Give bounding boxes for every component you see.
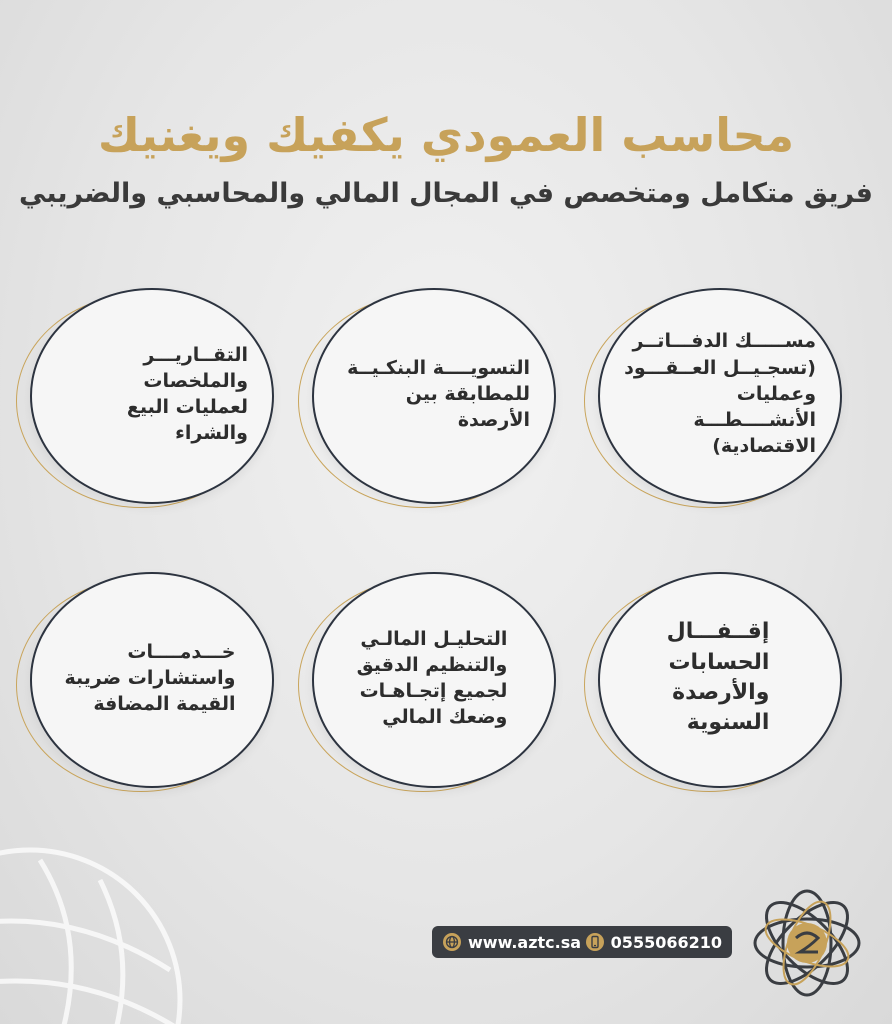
service-text: التحليـل المالـي والتنظيم الدقيق لجميع إتجـاهـات وضعك المالي [356,627,508,729]
service-card-year-end-closing [598,572,838,784]
page-title: محاسب العمودي يكفيك ويغنيك [97,108,795,162]
page-subtitle: فريق متكامل ومتخصص في المجال المالي والمحاسبي والضريبي [19,178,873,209]
phone-text: 0555066210 [610,932,722,952]
service-text: مســـــك الدفـــاتــر (تسجـيــل العــقـــود وعمليات الأنشــــطـــة الاقتصادية) [624,330,816,458]
service-card-bank-reconciliation [312,288,552,500]
service-card-financial-analysis [312,572,552,784]
service-card-reports [30,288,270,500]
phone-link[interactable] [585,932,722,952]
service-card-bookkeeping [598,288,838,500]
phone-icon [585,932,605,952]
website-text: www.aztc.sa [468,932,582,952]
service-text: التسويــــة البنكـيــة للمطابقة بين الأرصدة [347,356,530,432]
service-text: خـــدمــــات واستشارات ضريبة القيمة المضافة [64,640,236,716]
contact-bar [432,926,732,958]
service-text: التقــاريـــر والملخصات لعمليات البيع والشراء [126,343,248,445]
website-link[interactable] [442,932,581,952]
globe-icon [442,932,462,952]
globe-watermark-icon [0,820,200,1024]
brand-logo-icon [744,880,870,1006]
service-text: إقــفـــال الحسابات والأرصدة السنوية [666,619,770,736]
service-card-vat-services [30,572,270,784]
